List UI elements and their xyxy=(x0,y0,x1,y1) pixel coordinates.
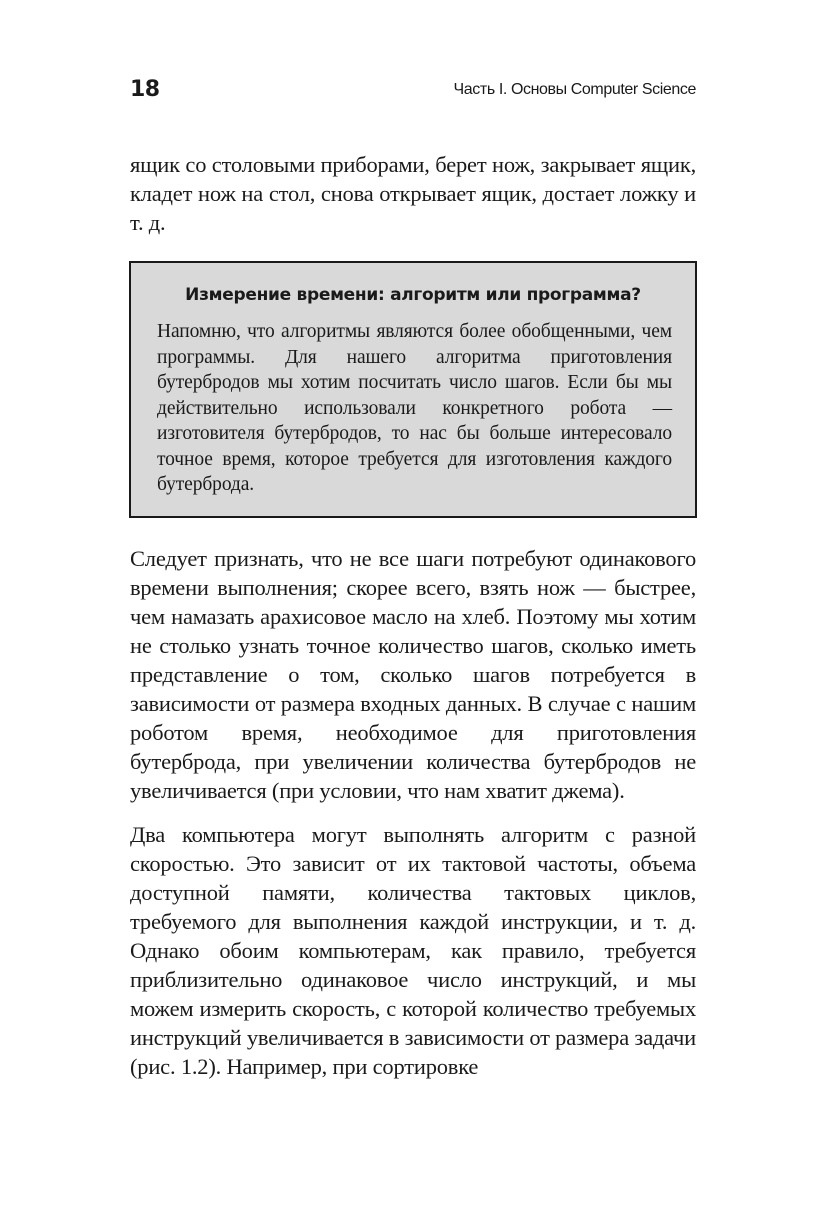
paragraph-1: ящик со столовыми приборами, берет нож, закрывает ящик, кладет нож на стол, снова открывает ящик, достает ложку и т. д. xyxy=(130,152,696,235)
paragraph-3: Два компьютера могут выполнять алгоритм с разной скоростью. Это зависит от их тактовой частоты, объема доступной памяти, количества тактовых циклов, требуемого для выполнения каждой инструкции, и т. д. Однако обоим компьютерам, как правило, требуется приблизительно одинаковое число инструкций, и мы можем измерить скорость, с которой количество требуемых инструкций увеличивается в зависимости от размера задачи (рис. 1.2). Например, при сортировке xyxy=(130,822,696,1079)
page-number: 18 xyxy=(130,77,160,102)
sidebar-title: Измерение времени: алгоритм или программа? xyxy=(185,285,641,305)
running-title: Часть I. Основы Computer Science xyxy=(453,81,696,98)
page-header xyxy=(130,74,696,106)
sidebar-box xyxy=(129,261,697,518)
sidebar-body: Напомню, что алгоритмы являются более обобщенными, чем программы. Для нашего алгоритма приготовления бутербродов мы хотим посчитать число шагов. Если бы мы действительно использовали конкретного робота — изготовителя бутербродов, то нас бы больше интересовало точное время, которое требуется для изготовления каждого бутерброда. xyxy=(157,321,672,495)
paragraph-2: Следует признать, что не все шаги потребуют одинакового времени выполнения; скорее всего, взять нож — быстрее, чем намазать арахисовое масло на хлеб. Поэтому мы хотим не столько узнать точное количество шагов, сколько иметь представление о том, сколько шагов потребуется в зависимости от размера входных данных. В случае с нашим роботом время, необходимое для приготовления бутерброда, при увеличении количества бутербродов не увеличивается (при условии, что нам хватит джема). xyxy=(130,546,696,803)
